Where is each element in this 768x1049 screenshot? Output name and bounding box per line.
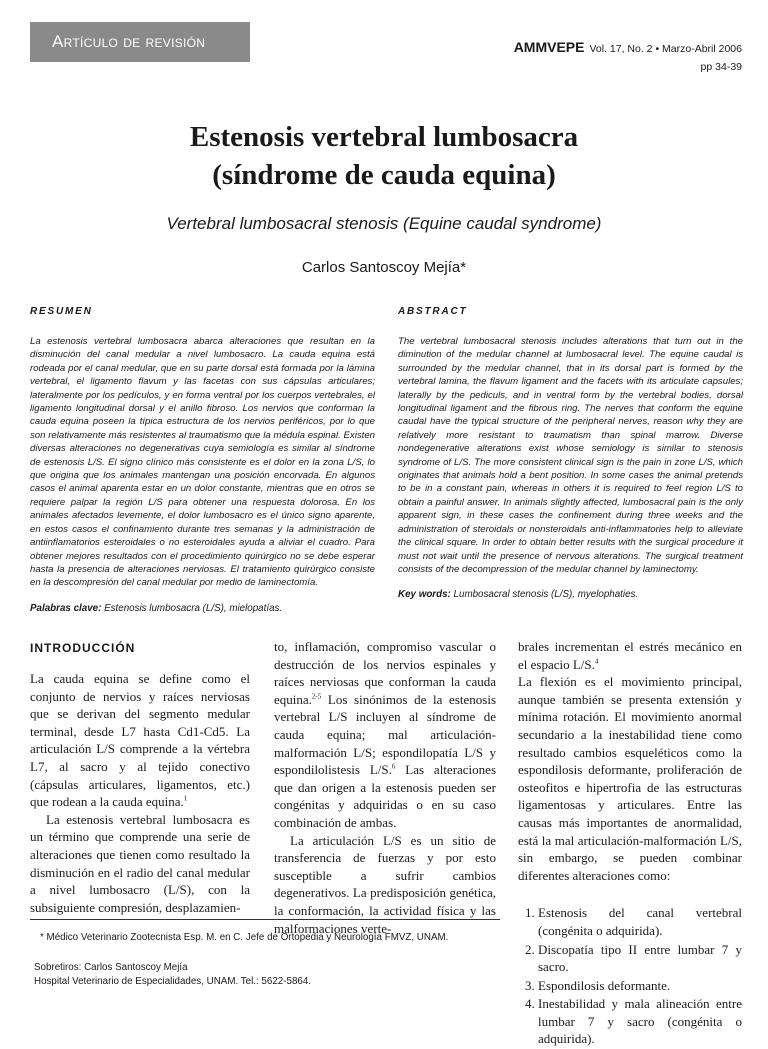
list-item: 4. Inestabilidad y mala alineación entre lumbar 7 y sacro (congénita o adquirida).: [538, 995, 742, 1048]
list-item: 1. Estenosis del canal vertebral (congénita o adquirida).: [538, 904, 742, 939]
affiliation-footnote: * Médico Veterinario Zootecnista Esp. M. en C. Jefe de Ortopedia y Neurología FMVZ, UNAM.: [40, 932, 449, 943]
volume-info: Vol. 17, No. 2 • Marzo-Abril 2006: [589, 43, 742, 55]
abstract-text: The vertebral lumbosacral stenosis includes alterations that turn out in the diminution of the medular channel at lumbosacral level. The equine caudal is surrounded by the medular channel, that in its dorsal part is formed by the vertebral lamina, the flavum ligament and the facets with its articulate capsules; laterally by the pediculs, and in ventral form by the vertebral bodies, dorsal longitudinal ligament and the fibrous ring. The nerves that conform the equine caudal have the typical structure of the peripheral nerves, reason why they are relatively more resistant to traumatism than spinal marrow. Diverse nondegenerative alterations exist whose semiology is similar to stenosis syndrome of L/S. The more consistent clinical sign is the pain in zone L/S, which originates that animals hold a bent position. In some cases the animal pretends to be in a constant pain, whereas in others it is required to feel region L/S to obtain a painful answer. In animals slightly affected, lumbosacral pain is the only apparent sign, in these cases the confinement during three weeks and the administration of steroidals or nonsteroidals anti-inflammatories help to alleviate the clinical square. In order to obtain better results with the surgical procedure it must not wait until the presence of nervous alterations. The surgical treatment consists of the decompression of the medular channel by laminectomy.: [398, 336, 743, 575]
keywords-es: Estenosis lumbosacra (L/S), mielopatías.: [104, 603, 283, 614]
title-line-2: (síndrome de cauda equina): [212, 159, 556, 191]
paragraph: La articulación L/S es un sitio de transferencia de fuerzas y por esto susceptible a sufrir cambios degenerativos. La predisposición genética, la conformación, la actividad física y las malformaciones verte-: [274, 832, 496, 936]
citation: 2-5: [311, 692, 322, 701]
article-subtitle: Vertebral lumbosacral stenosis (Equine caudal syndrome): [166, 214, 602, 233]
body-column-2: [274, 638, 496, 937]
body-column-3: [518, 638, 742, 1049]
keywords-en: Lumbosacral stenosis (L/S), myelophaties.: [453, 589, 639, 600]
list-item: 3. Espondilosis deformante.: [538, 977, 742, 995]
keywords-label-en: Key words:: [398, 589, 451, 600]
footnote-divider: [30, 919, 500, 920]
journal-info: [514, 38, 742, 76]
resumen-text: La estenosis vertebral lumbosacra abarca alteraciones que resultan en la disminución del canal medular a nivel lumbosacro. La cauda equina está rodeada por el canal medular, que en su parte dorsal está formada por la lámina vertebral, el ligamento flavum y las facetas con sus cápsulas articulares; lateralmente por los pedículos, y en forma ventral por los cuerpos vertebrales, el ligamento longitudinal dorsal y el anillo fibroso. Los nervios que conforman la cauda equina poseen la típica estructura de los nervios periféricos, por lo que son relativamente más resistentes al traumatismo que la médula espinal. Existen diversas alteraciones no degenerativas cuya semiología es similar al síndrome de estenosis L/S. El signo clínico más consistente es el dolor en la zona L/S, lo que origina que los animales mantengan una posición encorvada. En algunos casos el animal aparenta estar en un dolor constante, mientras que en otros se requiere palpar la región L/S para obtener una respuesta dolorosa. En los animales afectados levemente, el dolor lumbosacro es el único signo aparente, en estos casos el confinamiento durante tres semanas y la administración de antiinflamatorios esteroidales o no esteroidales ayuda a aliviar el cuadro. Para obtener mejores resultados con el procedimiento quirúrgico no se debe esperar hasta la presencia de alteraciones nerviosas. El tratamiento quirúrgico consiste en la descompresión del canal medular por medio de laminectomía.: [30, 336, 375, 589]
author-name: Carlos Santoscoy Mejía*: [301, 259, 467, 276]
journal-name: AMMVEPE: [513, 39, 585, 55]
list-item: 2. Discopatía tipo II entre lumbar 7 y sacro.: [538, 941, 742, 976]
paragraph: to, inflamación, compromiso vascular o destrucción de los nervios espinales y raíces nerviosas que conforman la cauda equina.$^{2-5}$ Los sinónimos de la estenosis vertebral L/S incluyen al síndrome de cauda equina; mal articulación-malformación L/S; espondilopatía L/S y espondilolistesis L/S.$^6$ Las alteraciones que dan origen a la estenosis pueden ser congénitas y adquiridas o en su caso combinación de ambas.: [274, 639, 496, 830]
abstract-keywords: [398, 589, 638, 600]
resumen-keywords: [30, 603, 282, 614]
abstract-heading: ABSTRACT: [398, 306, 468, 317]
citation: 6: [391, 762, 396, 771]
article-title: [0, 118, 768, 194]
section-label: Artículo de revisión: [30, 22, 250, 62]
citation: 4: [594, 657, 599, 666]
page-range: pp 34-39: [700, 61, 742, 73]
paragraph: La estenosis vertebral lumbosacra es un término que comprende una serie de alteraciones que tienen como resultado la disminución en el radio del canal medular a nivel lumbosacro (L/S), con la subsiguiente compresión, desplazamien-: [30, 811, 250, 915]
title-line-1: Estenosis vertebral lumbosacra: [189, 121, 579, 153]
resumen-heading: RESUMEN: [30, 306, 93, 317]
reprints-line-1: Sobretiros: Carlos Santoscoy Mejía: [34, 962, 188, 973]
citation: 1: [183, 794, 188, 803]
reprints-line-2: Hospital Veterinario de Especialidades, UNAM. Tel.: 5622-5864.: [34, 976, 312, 987]
paragraph: brales incrementan el estrés mecánico en el espacio L/S.$^4$: [518, 639, 742, 672]
reprints-info: [34, 961, 311, 989]
alteration-list: [518, 904, 742, 1048]
keywords-label-es: Palabras clave:: [30, 603, 102, 614]
body-column-1: [30, 670, 250, 916]
intro-heading: INTRODUCCIÓN: [30, 641, 136, 655]
paragraph: La flexión es el movimiento principal, aunque también se presenta extensión y mínima rotación. El movimiento anormal secundario a la inestabilidad tiene como resultado cambios esqueléticos como la espondilosis deformante, proliferación de osteofitos e hipertrofia de las estructuras ligamentosas y articulares. Entre las causas más importantes de anormalidad, está la mal articulación-malformación L/S, sin embargo, se pueden combinar diferentes alteraciones como:: [518, 674, 742, 883]
paragraph: La cauda equina se define como el conjunto de nervios y raíces nerviosas que se derivan del segmento medular terminal, desde L7 hasta Cd1-Cd5. La articulación L/S comprende a la vértebra L7, al sacro y al tejido conectivo (cápsulas articulares, ligamentos, etc.) que rodean a la cauda equina.$^1$: [30, 671, 250, 810]
